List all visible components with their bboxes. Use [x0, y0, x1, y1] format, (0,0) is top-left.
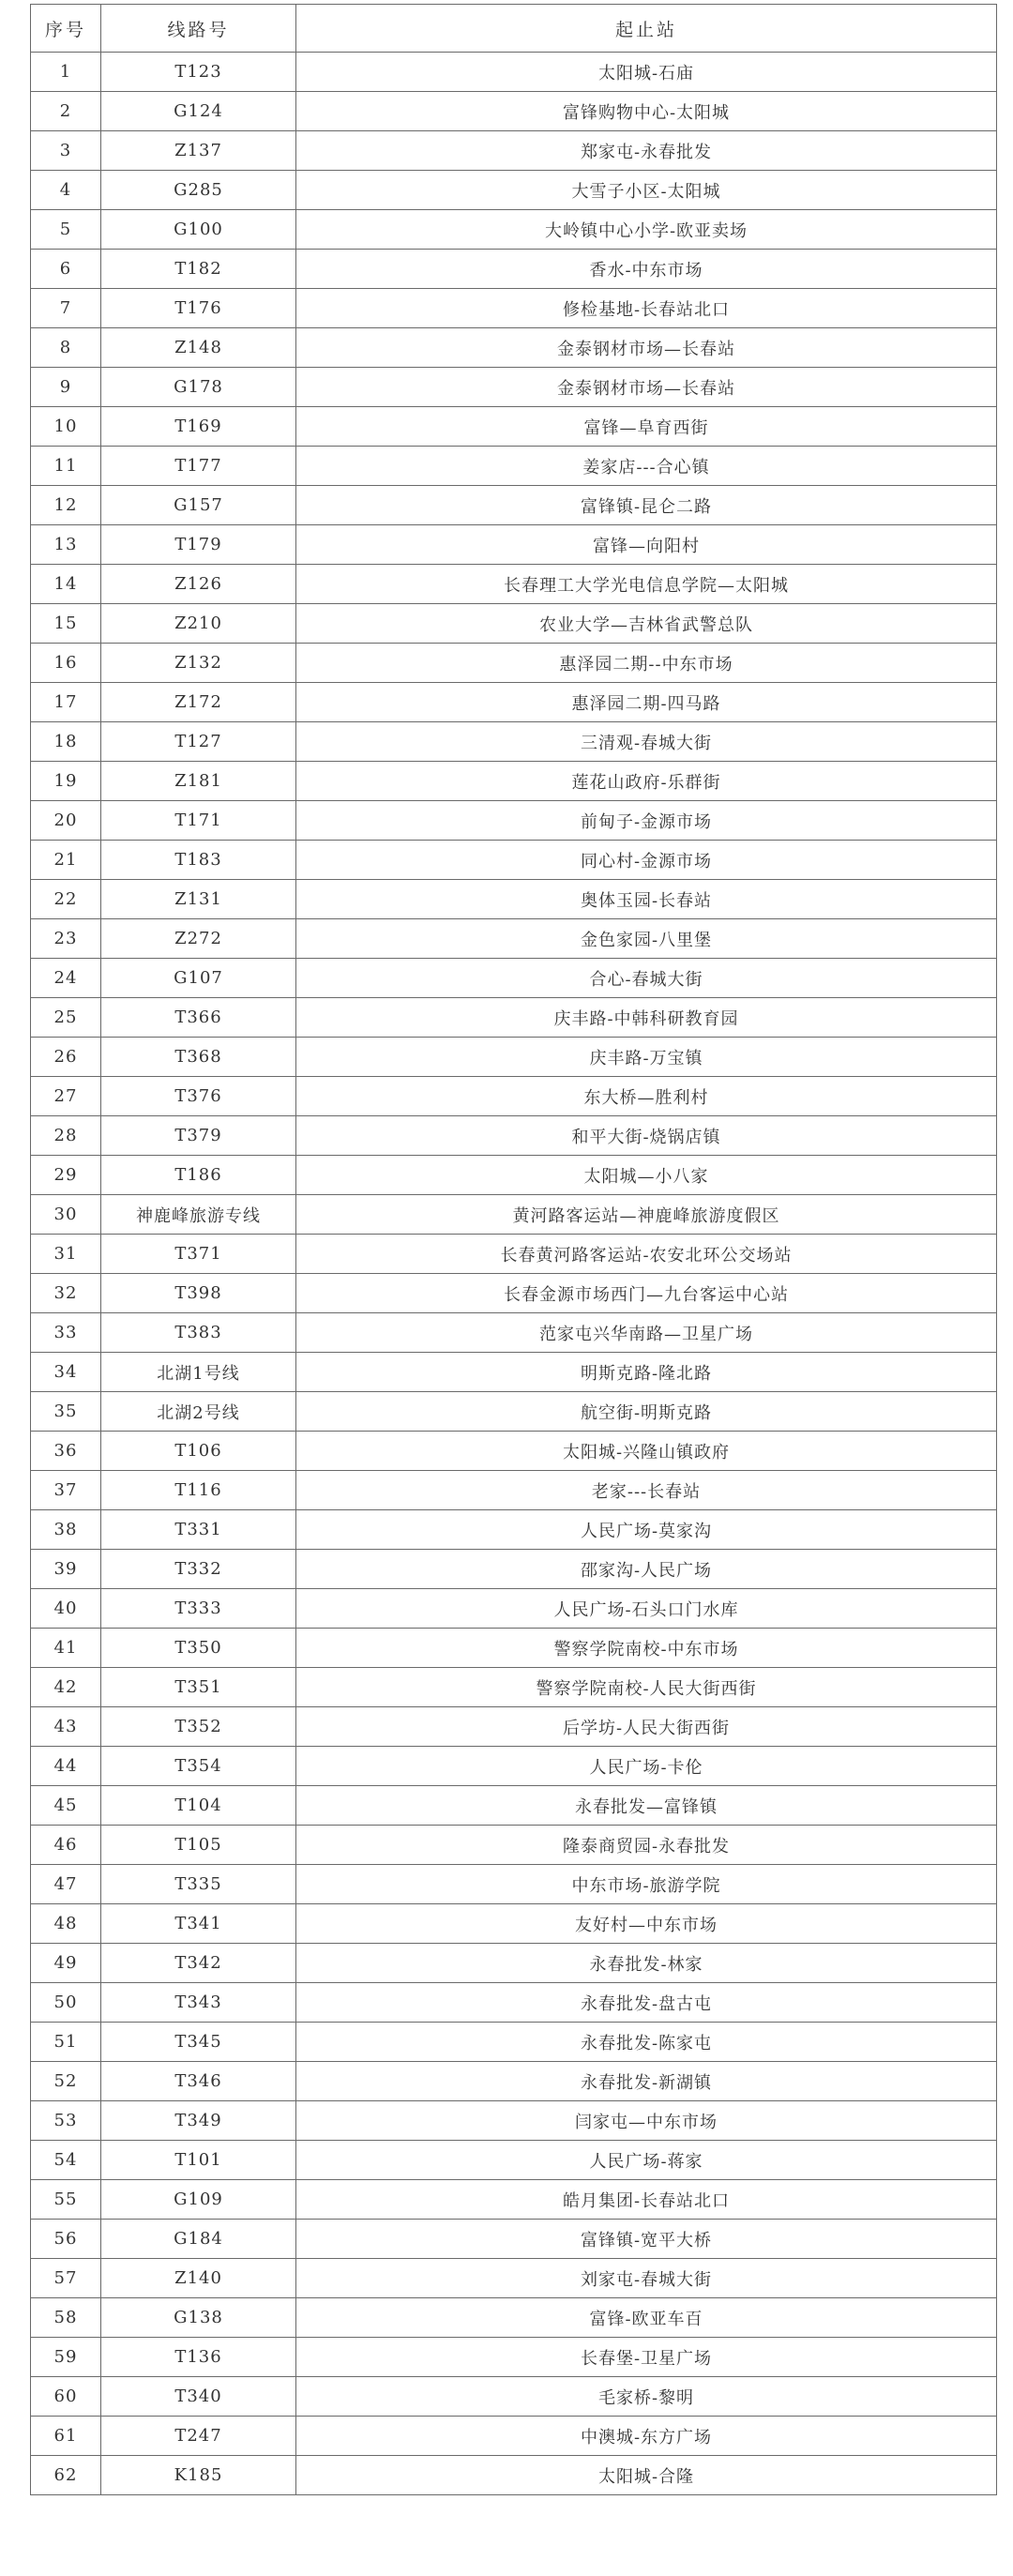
- row-index: 31: [31, 1235, 101, 1274]
- route-number: 神鹿峰旅游专线: [101, 1195, 296, 1235]
- route-stops: 庆丰路-中韩科研教育园: [296, 998, 997, 1038]
- row-index: 24: [31, 959, 101, 998]
- table-row: [31, 1195, 997, 1235]
- table-row: [31, 1077, 997, 1116]
- route-number: T343: [101, 1983, 296, 2023]
- route-number: T127: [101, 722, 296, 762]
- row-index: 43: [31, 1707, 101, 1747]
- table-row: [31, 919, 997, 959]
- route-number: T376: [101, 1077, 296, 1116]
- route-stops: 三清观-春城大街: [296, 722, 997, 762]
- row-index: 33: [31, 1313, 101, 1353]
- route-stops: 金泰钢材市场—长春站: [296, 368, 997, 407]
- row-index: 2: [31, 92, 101, 131]
- route-number: T176: [101, 289, 296, 328]
- row-index: 7: [31, 289, 101, 328]
- table-row: [31, 2298, 997, 2338]
- row-index: 11: [31, 447, 101, 486]
- route-stops: 修检基地-长春站北口: [296, 289, 997, 328]
- route-number: T352: [101, 1707, 296, 1747]
- route-number: T379: [101, 1116, 296, 1156]
- row-index: 34: [31, 1353, 101, 1392]
- row-index: 47: [31, 1865, 101, 1904]
- route-stops: 后学坊-人民大街西街: [296, 1707, 997, 1747]
- route-stops: 太阳城—小八家: [296, 1156, 997, 1195]
- row-index: 28: [31, 1116, 101, 1156]
- row-index: 19: [31, 762, 101, 801]
- row-index: 26: [31, 1038, 101, 1077]
- route-number: G109: [101, 2180, 296, 2220]
- route-number: T341: [101, 1904, 296, 1944]
- table-row: [31, 1550, 997, 1589]
- route-number: Z210: [101, 604, 296, 644]
- route-number: Z132: [101, 644, 296, 683]
- route-number: G184: [101, 2220, 296, 2259]
- row-index: 49: [31, 1944, 101, 1983]
- route-number: G285: [101, 171, 296, 210]
- table-row: [31, 1156, 997, 1195]
- route-stops: 富锋—向阳村: [296, 525, 997, 565]
- route-stops: 富锋镇-昆仑二路: [296, 486, 997, 525]
- route-stops: 航空街-明斯克路: [296, 1392, 997, 1432]
- route-number: 北湖2号线: [101, 1392, 296, 1432]
- header-index: 序号: [31, 5, 101, 53]
- route-number: T171: [101, 801, 296, 841]
- route-stops: 明斯克路-隆北路: [296, 1353, 997, 1392]
- row-index: 50: [31, 1983, 101, 2023]
- route-stops: 富锋镇-宽平大桥: [296, 2220, 997, 2259]
- route-number: T179: [101, 525, 296, 565]
- table-row: [31, 2377, 997, 2417]
- route-stops: 长春金源市场西门—九台客运中心站: [296, 1274, 997, 1313]
- row-index: 53: [31, 2101, 101, 2141]
- route-number: T331: [101, 1510, 296, 1550]
- route-number: Z126: [101, 565, 296, 604]
- route-number: T398: [101, 1274, 296, 1313]
- route-stops: 奥体玉园-长春站: [296, 880, 997, 919]
- row-index: 17: [31, 683, 101, 722]
- route-stops: 皓月集团-长春站北口: [296, 2180, 997, 2220]
- route-stops: 警察学院南校-中东市场: [296, 1629, 997, 1668]
- route-stops: 太阳城-兴隆山镇政府: [296, 1432, 997, 1471]
- route-stops: 农业大学—吉林省武警总队: [296, 604, 997, 644]
- route-stops: 太阳城-石庙: [296, 53, 997, 92]
- route-number: T371: [101, 1235, 296, 1274]
- row-index: 23: [31, 919, 101, 959]
- table-row: [31, 998, 997, 1038]
- header-row: [31, 5, 997, 53]
- table-row: [31, 92, 997, 131]
- table-row: [31, 683, 997, 722]
- route-number: G124: [101, 92, 296, 131]
- row-index: 59: [31, 2338, 101, 2377]
- row-index: 32: [31, 1274, 101, 1313]
- row-index: 41: [31, 1629, 101, 1668]
- table-row: [31, 2259, 997, 2298]
- table-row: [31, 1668, 997, 1707]
- route-stops: 黄河路客运站—神鹿峰旅游度假区: [296, 1195, 997, 1235]
- route-stops: 惠泽园二期--中东市场: [296, 644, 997, 683]
- table-row: [31, 1629, 997, 1668]
- row-index: 5: [31, 210, 101, 250]
- route-number: T123: [101, 53, 296, 92]
- route-number: Z140: [101, 2259, 296, 2298]
- route-number: G138: [101, 2298, 296, 2338]
- route-number: G157: [101, 486, 296, 525]
- table-row: [31, 2180, 997, 2220]
- route-number: T169: [101, 407, 296, 447]
- route-number: T346: [101, 2062, 296, 2101]
- table-row: [31, 1983, 997, 2023]
- route-stops: 永春批发-新湖镇: [296, 2062, 997, 2101]
- table-row: [31, 1589, 997, 1629]
- row-index: 30: [31, 1195, 101, 1235]
- row-index: 62: [31, 2456, 101, 2495]
- table-row: [31, 1707, 997, 1747]
- row-index: 35: [31, 1392, 101, 1432]
- route-stops: 太阳城-合隆: [296, 2456, 997, 2495]
- row-index: 20: [31, 801, 101, 841]
- header-stops: 起止站: [296, 5, 997, 53]
- table-row: [31, 959, 997, 998]
- route-number: T335: [101, 1865, 296, 1904]
- row-index: 1: [31, 53, 101, 92]
- route-stops: 中东市场-旅游学院: [296, 1865, 997, 1904]
- row-index: 6: [31, 250, 101, 289]
- table-row: [31, 1116, 997, 1156]
- row-index: 61: [31, 2417, 101, 2456]
- route-stops: 富锋-欧亚车百: [296, 2298, 997, 2338]
- table-row: [31, 1432, 997, 1471]
- route-number: T354: [101, 1747, 296, 1786]
- route-number: T136: [101, 2338, 296, 2377]
- route-stops: 永春批发-陈家屯: [296, 2023, 997, 2062]
- table-row: [31, 1471, 997, 1510]
- row-index: 56: [31, 2220, 101, 2259]
- route-number: Z148: [101, 328, 296, 368]
- row-index: 4: [31, 171, 101, 210]
- route-stops: 金色家园-八里堡: [296, 919, 997, 959]
- row-index: 9: [31, 368, 101, 407]
- table-row: [31, 1274, 997, 1313]
- route-stops: 警察学院南校-人民大街西街: [296, 1668, 997, 1707]
- route-stops: 人民广场-莫家沟: [296, 1510, 997, 1550]
- route-stops: 永春批发-林家: [296, 1944, 997, 1983]
- table-row: [31, 368, 997, 407]
- row-index: 54: [31, 2141, 101, 2180]
- table-row: [31, 2101, 997, 2141]
- header-route: 线路号: [101, 5, 296, 53]
- table-row: [31, 1392, 997, 1432]
- row-index: 40: [31, 1589, 101, 1629]
- route-number: G178: [101, 368, 296, 407]
- row-index: 46: [31, 1826, 101, 1865]
- route-number: T349: [101, 2101, 296, 2141]
- table-row: [31, 2062, 997, 2101]
- row-index: 15: [31, 604, 101, 644]
- route-stops: 莲花山政府-乐群街: [296, 762, 997, 801]
- route-stops: 长春黄河路客运站-农安北环公交场站: [296, 1235, 997, 1274]
- row-index: 8: [31, 328, 101, 368]
- row-index: 12: [31, 486, 101, 525]
- route-stops: 庆丰路-万宝镇: [296, 1038, 997, 1077]
- table-row: [31, 1235, 997, 1274]
- table-row: [31, 2141, 997, 2180]
- table-row: [31, 250, 997, 289]
- row-index: 18: [31, 722, 101, 762]
- route-number: Z181: [101, 762, 296, 801]
- route-stops: 惠泽园二期-四马路: [296, 683, 997, 722]
- route-stops: 刘家屯-春城大街: [296, 2259, 997, 2298]
- table-row: [31, 210, 997, 250]
- route-stops: 和平大街-烧锅店镇: [296, 1116, 997, 1156]
- table-row: [31, 2417, 997, 2456]
- table-row: [31, 1865, 997, 1904]
- route-stops: 郑家屯-永春批发: [296, 131, 997, 171]
- row-index: 13: [31, 525, 101, 565]
- route-number: G100: [101, 210, 296, 250]
- table-row: [31, 762, 997, 801]
- route-number: T333: [101, 1589, 296, 1629]
- table-row: [31, 525, 997, 565]
- route-number: K185: [101, 2456, 296, 2495]
- route-stops: 闫家屯—中东市场: [296, 2101, 997, 2141]
- row-index: 39: [31, 1550, 101, 1589]
- route-number: T383: [101, 1313, 296, 1353]
- table-row: [31, 1038, 997, 1077]
- table-row: [31, 131, 997, 171]
- route-stops: 同心村-金源市场: [296, 841, 997, 880]
- row-index: 60: [31, 2377, 101, 2417]
- table-row: [31, 722, 997, 762]
- table-row: [31, 1313, 997, 1353]
- table-row: [31, 486, 997, 525]
- table-row: [31, 2456, 997, 2495]
- route-number: T106: [101, 1432, 296, 1471]
- table-row: [31, 801, 997, 841]
- route-stops: 中澳城-东方广场: [296, 2417, 997, 2456]
- route-number: T101: [101, 2141, 296, 2180]
- table-row: [31, 289, 997, 328]
- row-index: 16: [31, 644, 101, 683]
- row-index: 45: [31, 1786, 101, 1826]
- row-index: 51: [31, 2023, 101, 2062]
- route-stops: 前甸子-金源市场: [296, 801, 997, 841]
- row-index: 21: [31, 841, 101, 880]
- route-stops: 姜家店---合心镇: [296, 447, 997, 486]
- row-index: 42: [31, 1668, 101, 1707]
- route-stops: 富锋—阜育西街: [296, 407, 997, 447]
- route-number: T247: [101, 2417, 296, 2456]
- route-stops: 长春堡-卫星广场: [296, 2338, 997, 2377]
- route-number: T105: [101, 1826, 296, 1865]
- table-row: [31, 447, 997, 486]
- route-stops: 大岭镇中心小学-欧亚卖场: [296, 210, 997, 250]
- route-stops: 香水-中东市场: [296, 250, 997, 289]
- row-index: 14: [31, 565, 101, 604]
- row-index: 22: [31, 880, 101, 919]
- route-number: T186: [101, 1156, 296, 1195]
- route-number: T368: [101, 1038, 296, 1077]
- table-row: [31, 171, 997, 210]
- route-stops: 永春批发-盘古屯: [296, 1983, 997, 2023]
- row-index: 58: [31, 2298, 101, 2338]
- row-index: 25: [31, 998, 101, 1038]
- row-index: 52: [31, 2062, 101, 2101]
- route-number: G107: [101, 959, 296, 998]
- route-number: T340: [101, 2377, 296, 2417]
- route-number: T350: [101, 1629, 296, 1668]
- row-index: 44: [31, 1747, 101, 1786]
- route-stops: 金泰钢材市场—长春站: [296, 328, 997, 368]
- table-row: [31, 1353, 997, 1392]
- row-index: 55: [31, 2180, 101, 2220]
- row-index: 29: [31, 1156, 101, 1195]
- route-stops: 长春理工大学光电信息学院—太阳城: [296, 565, 997, 604]
- route-number: T104: [101, 1786, 296, 1826]
- route-number: T116: [101, 1471, 296, 1510]
- table-row: [31, 407, 997, 447]
- row-index: 36: [31, 1432, 101, 1471]
- row-index: 48: [31, 1904, 101, 1944]
- table-row: [31, 880, 997, 919]
- table-row: [31, 1944, 997, 1983]
- route-number: T342: [101, 1944, 296, 1983]
- route-number: T332: [101, 1550, 296, 1589]
- row-index: 38: [31, 1510, 101, 1550]
- table-row: [31, 1786, 997, 1826]
- table-row: [31, 2220, 997, 2259]
- route-number: T183: [101, 841, 296, 880]
- route-number: Z172: [101, 683, 296, 722]
- route-number: T177: [101, 447, 296, 486]
- route-stops: 毛家桥-黎明: [296, 2377, 997, 2417]
- route-stops: 友好村—中东市场: [296, 1904, 997, 1944]
- route-number: T351: [101, 1668, 296, 1707]
- table-row: [31, 53, 997, 92]
- route-number: T345: [101, 2023, 296, 2062]
- route-stops: 富锋购物中心-太阳城: [296, 92, 997, 131]
- route-stops: 东大桥—胜利村: [296, 1077, 997, 1116]
- route-stops: 老家---长春站: [296, 1471, 997, 1510]
- table-row: [31, 565, 997, 604]
- route-number: 北湖1号线: [101, 1353, 296, 1392]
- table-row: [31, 604, 997, 644]
- table-row: [31, 1747, 997, 1786]
- table-row: [31, 644, 997, 683]
- route-stops: 隆泰商贸园-永春批发: [296, 1826, 997, 1865]
- route-number: Z272: [101, 919, 296, 959]
- row-index: 27: [31, 1077, 101, 1116]
- route-number: Z131: [101, 880, 296, 919]
- row-index: 37: [31, 1471, 101, 1510]
- route-number: Z137: [101, 131, 296, 171]
- table-body: [31, 53, 997, 2495]
- row-index: 10: [31, 407, 101, 447]
- route-stops: 人民广场-蒋家: [296, 2141, 997, 2180]
- route-stops: 大雪子小区-太阳城: [296, 171, 997, 210]
- table-row: [31, 2338, 997, 2377]
- route-stops: 范家屯兴华南路—卫星广场: [296, 1313, 997, 1353]
- bus-route-table: [30, 4, 997, 2495]
- route-stops: 人民广场-卡伦: [296, 1747, 997, 1786]
- route-stops: 永春批发—富锋镇: [296, 1786, 997, 1826]
- row-index: 57: [31, 2259, 101, 2298]
- route-stops: 人民广场-石头口门水库: [296, 1589, 997, 1629]
- route-number: T366: [101, 998, 296, 1038]
- table-row: [31, 1826, 997, 1865]
- route-stops: 邵家沟-人民广场: [296, 1550, 997, 1589]
- table-header: [31, 5, 997, 53]
- table-row: [31, 841, 997, 880]
- table-row: [31, 1510, 997, 1550]
- route-stops: 合心-春城大街: [296, 959, 997, 998]
- row-index: 3: [31, 131, 101, 171]
- table-row: [31, 2023, 997, 2062]
- table-row: [31, 1904, 997, 1944]
- route-number: T182: [101, 250, 296, 289]
- table-row: [31, 328, 997, 368]
